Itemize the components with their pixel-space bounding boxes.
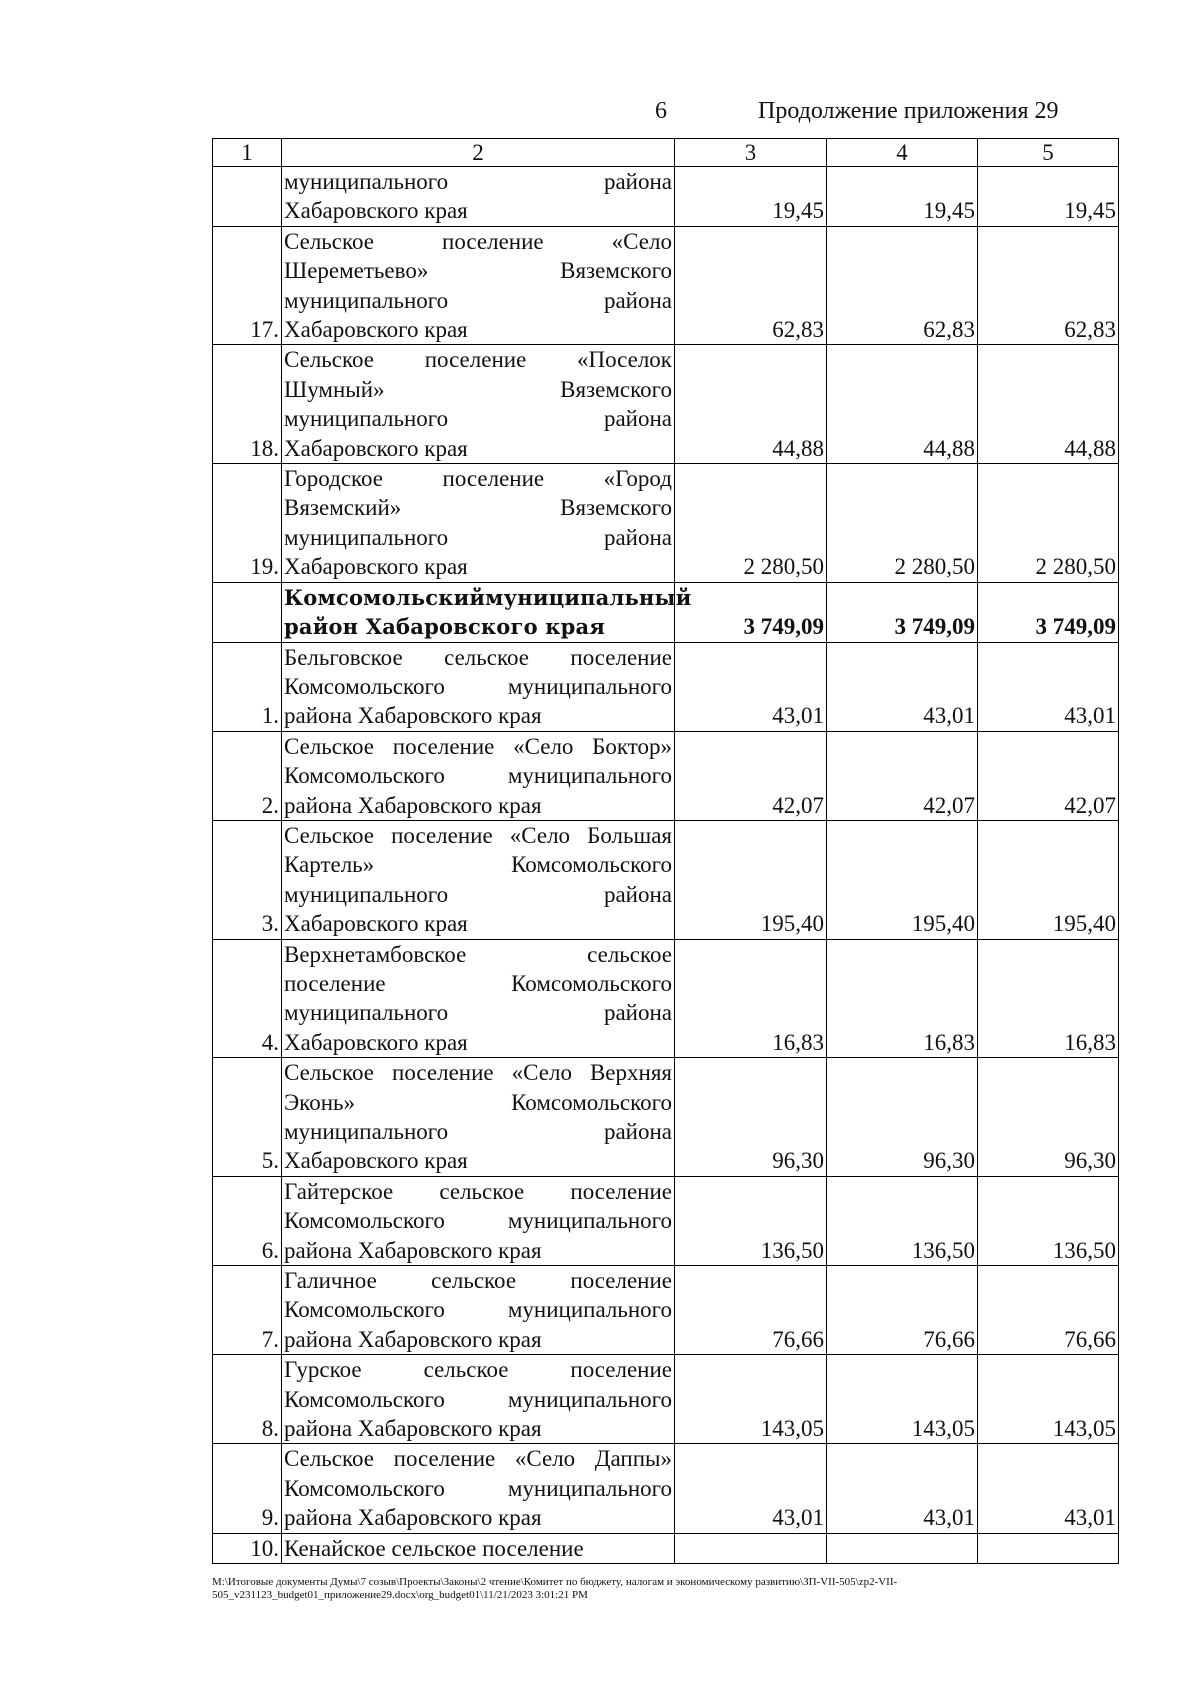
table-header-row <box>213 139 1119 167</box>
municipality-name <box>282 1355 675 1444</box>
value-column-4: 19,45 <box>827 167 978 227</box>
name-line: муниципального района <box>284 1000 672 1026</box>
table-row <box>213 1058 1119 1177</box>
municipality-name <box>282 167 675 227</box>
name-line: Комсомольского муниципального <box>284 1386 672 1412</box>
name-line: Бельговское сельское поселение <box>284 644 672 670</box>
municipality-name <box>282 642 675 731</box>
name-line: Вяземский» Вяземского <box>284 495 672 521</box>
name-line: поселение Комсомольского <box>284 970 672 996</box>
name-line: района Хабаровского края <box>284 703 542 729</box>
name-line: Комсомольского муниципального <box>284 673 672 699</box>
value-column-4: 16,83 <box>827 939 978 1058</box>
value-column-5: 43,01 <box>978 642 1119 731</box>
value-column-4: 76,66 <box>827 1266 978 1355</box>
value-column-5: 136,50 <box>978 1176 1119 1265</box>
name-line: Хабаровского края <box>284 198 468 224</box>
value-column-3: 19,45 <box>675 167 827 227</box>
name-line: Хабаровского края <box>284 317 468 343</box>
municipality-name <box>282 226 675 345</box>
footer-path-line: M:\Итоговые документы Думы\7 созыв\Проекты\Законы\2 чтение\Комитет по бюджету, налогам и экономическому развитию\ЗП-VII-505\zp2-VII- <box>212 1576 898 1588</box>
value-column-3: 143,05 <box>675 1355 827 1444</box>
name-line: Сельское поселение «Село <box>284 228 672 254</box>
table-row <box>213 1266 1119 1355</box>
municipality-name <box>282 939 675 1058</box>
row-number: 10. <box>213 1533 282 1563</box>
value-column-3: 42,07 <box>675 731 827 820</box>
municipality-name <box>282 1176 675 1265</box>
column-header-4: 4 <box>827 139 978 167</box>
municipality-name <box>282 345 675 464</box>
value-column-4: 96,30 <box>827 1058 978 1177</box>
name-line: Хабаровского края <box>284 1029 468 1055</box>
municipality-name <box>282 1058 675 1177</box>
name-line: Сельское поселение «Село Даппы» <box>284 1446 672 1472</box>
name-line: муниципального района <box>284 1119 672 1144</box>
row-number: 19. <box>213 464 282 583</box>
value-column-3: 43,01 <box>675 642 827 731</box>
name-line: Сельское поселение «Село Большая <box>284 822 672 848</box>
name-line: Городское поселение «Город <box>284 466 672 492</box>
value-column-4: 136,50 <box>827 1176 978 1265</box>
name-line: Галичное сельское поселение <box>284 1268 672 1294</box>
value-column-3: 76,66 <box>675 1266 827 1355</box>
municipality-name <box>282 731 675 820</box>
name-line: района Хабаровского края <box>284 1416 542 1442</box>
name-line: Верхнетамбовское сельское <box>284 941 672 967</box>
value-column-5: 3 749,09 <box>978 582 1119 642</box>
table-row <box>213 464 1119 583</box>
value-column-3: 44,88 <box>675 345 827 464</box>
value-column-5: 42,07 <box>978 731 1119 820</box>
municipality-name <box>282 1266 675 1355</box>
row-number: 8. <box>213 1355 282 1444</box>
table-row <box>213 1533 1119 1563</box>
name-line: района Хабаровского края <box>284 792 542 818</box>
value-column-4: 42,07 <box>827 731 978 820</box>
value-column-4: 43,01 <box>827 1444 978 1533</box>
name-line: Комсомольский муниципальный <box>284 584 692 610</box>
name-line: Кенайское сельское поселение <box>284 1535 584 1561</box>
value-column-5 <box>978 1533 1119 1563</box>
row-number: 1. <box>213 642 282 731</box>
name-line: района Хабаровского края <box>284 1326 542 1352</box>
name-line: Сельское поселение «Село Боктор» <box>284 733 672 759</box>
name-line: района Хабаровского края <box>284 1237 542 1263</box>
row-number: 2. <box>213 731 282 820</box>
name-line: муниципального района <box>284 169 672 194</box>
name-line: Сельское поселение «Поселок <box>284 347 672 373</box>
name-line: Комсомольского муниципального <box>284 763 672 789</box>
name-line: Комсомольского муниципального <box>284 1208 672 1234</box>
row-number: 5. <box>213 1058 282 1177</box>
value-column-4: 3 749,09 <box>827 582 978 642</box>
name-line: Хабаровского края <box>284 435 468 461</box>
value-column-3: 2 280,50 <box>675 464 827 583</box>
table-row <box>213 731 1119 820</box>
row-number <box>213 582 282 642</box>
municipality-name <box>282 464 675 583</box>
table-row-subtotal <box>213 582 1119 642</box>
table-row <box>213 1355 1119 1444</box>
name-line: Хабаровского края <box>284 1148 468 1174</box>
name-line: Сельское поселение «Село Верхняя <box>284 1060 672 1086</box>
column-header-3: 3 <box>675 139 827 167</box>
name-line: Картель» Комсомольского <box>284 852 672 878</box>
municipality-name <box>282 1444 675 1533</box>
name-line: Эконь» Комсомольского <box>284 1089 672 1115</box>
column-header-5: 5 <box>978 139 1119 167</box>
footer-path-line: 505_v231123_budget01_приложение29.docx\org_budget01\11/21/2023 3:01:21 PM <box>212 1589 588 1601</box>
table-row <box>213 167 1119 227</box>
row-number <box>213 167 282 227</box>
value-column-5: 43,01 <box>978 1444 1119 1533</box>
budget-table <box>212 138 1119 1564</box>
name-line: Комсомольского муниципального <box>284 1297 672 1323</box>
value-column-3: 16,83 <box>675 939 827 1058</box>
name-line: муниципального района <box>284 524 672 550</box>
table-row <box>213 1444 1119 1533</box>
name-line: Шереметьево» Вяземского <box>284 258 672 284</box>
row-number: 18. <box>213 345 282 464</box>
column-header-1: 1 <box>213 139 282 167</box>
row-number: 17. <box>213 226 282 345</box>
name-line: Хабаровского края <box>284 911 468 937</box>
page-number: 6 <box>655 98 667 124</box>
value-column-5: 16,83 <box>978 939 1119 1058</box>
name-line: района Хабаровского края <box>284 1505 542 1531</box>
table-body <box>213 139 1119 1564</box>
value-column-4: 143,05 <box>827 1355 978 1444</box>
name-line: Гурское сельское поселение <box>284 1357 672 1383</box>
name-line: район Хабаровского края <box>284 614 606 640</box>
continuation-title: Продолжение приложения 29 <box>758 98 1059 124</box>
municipality-name <box>282 1533 675 1563</box>
value-column-5: 19,45 <box>978 167 1119 227</box>
table-row <box>213 345 1119 464</box>
value-column-3: 3 749,09 <box>675 582 827 642</box>
value-column-3: 195,40 <box>675 820 827 939</box>
name-line: Шумный» Вяземского <box>284 376 672 402</box>
value-column-3: 136,50 <box>675 1176 827 1265</box>
value-column-4: 2 280,50 <box>827 464 978 583</box>
value-column-3: 62,83 <box>675 226 827 345</box>
value-column-4 <box>827 1533 978 1563</box>
value-column-4: 44,88 <box>827 345 978 464</box>
value-column-4: 62,83 <box>827 226 978 345</box>
column-header-2: 2 <box>282 139 675 167</box>
table-row <box>213 939 1119 1058</box>
value-column-5: 2 280,50 <box>978 464 1119 583</box>
value-column-3 <box>675 1533 827 1563</box>
value-column-3: 96,30 <box>675 1058 827 1177</box>
value-column-4: 43,01 <box>827 642 978 731</box>
table-row <box>213 1176 1119 1265</box>
value-column-5: 76,66 <box>978 1266 1119 1355</box>
table-row <box>213 642 1119 731</box>
value-column-5: 143,05 <box>978 1355 1119 1444</box>
table-row <box>213 226 1119 345</box>
row-number: 4. <box>213 939 282 1058</box>
name-line: муниципального района <box>284 287 672 313</box>
value-column-5: 62,83 <box>978 226 1119 345</box>
name-line: муниципального района <box>284 406 672 432</box>
value-column-5: 44,88 <box>978 345 1119 464</box>
row-number: 7. <box>213 1266 282 1355</box>
name-line: Комсомольского муниципального <box>284 1475 672 1501</box>
value-column-5: 96,30 <box>978 1058 1119 1177</box>
value-column-3: 43,01 <box>675 1444 827 1533</box>
row-number: 9. <box>213 1444 282 1533</box>
row-number: 3. <box>213 820 282 939</box>
name-line: Гайтерское сельское поселение <box>284 1178 672 1204</box>
name-line: Хабаровского края <box>284 554 468 580</box>
municipality-name <box>282 582 692 642</box>
municipality-name <box>282 820 675 939</box>
name-line: муниципального района <box>284 881 672 907</box>
value-column-4: 195,40 <box>827 820 978 939</box>
row-number: 6. <box>213 1176 282 1265</box>
value-column-5: 195,40 <box>978 820 1119 939</box>
document-path-footer <box>212 1576 1132 1602</box>
table-row <box>213 820 1119 939</box>
